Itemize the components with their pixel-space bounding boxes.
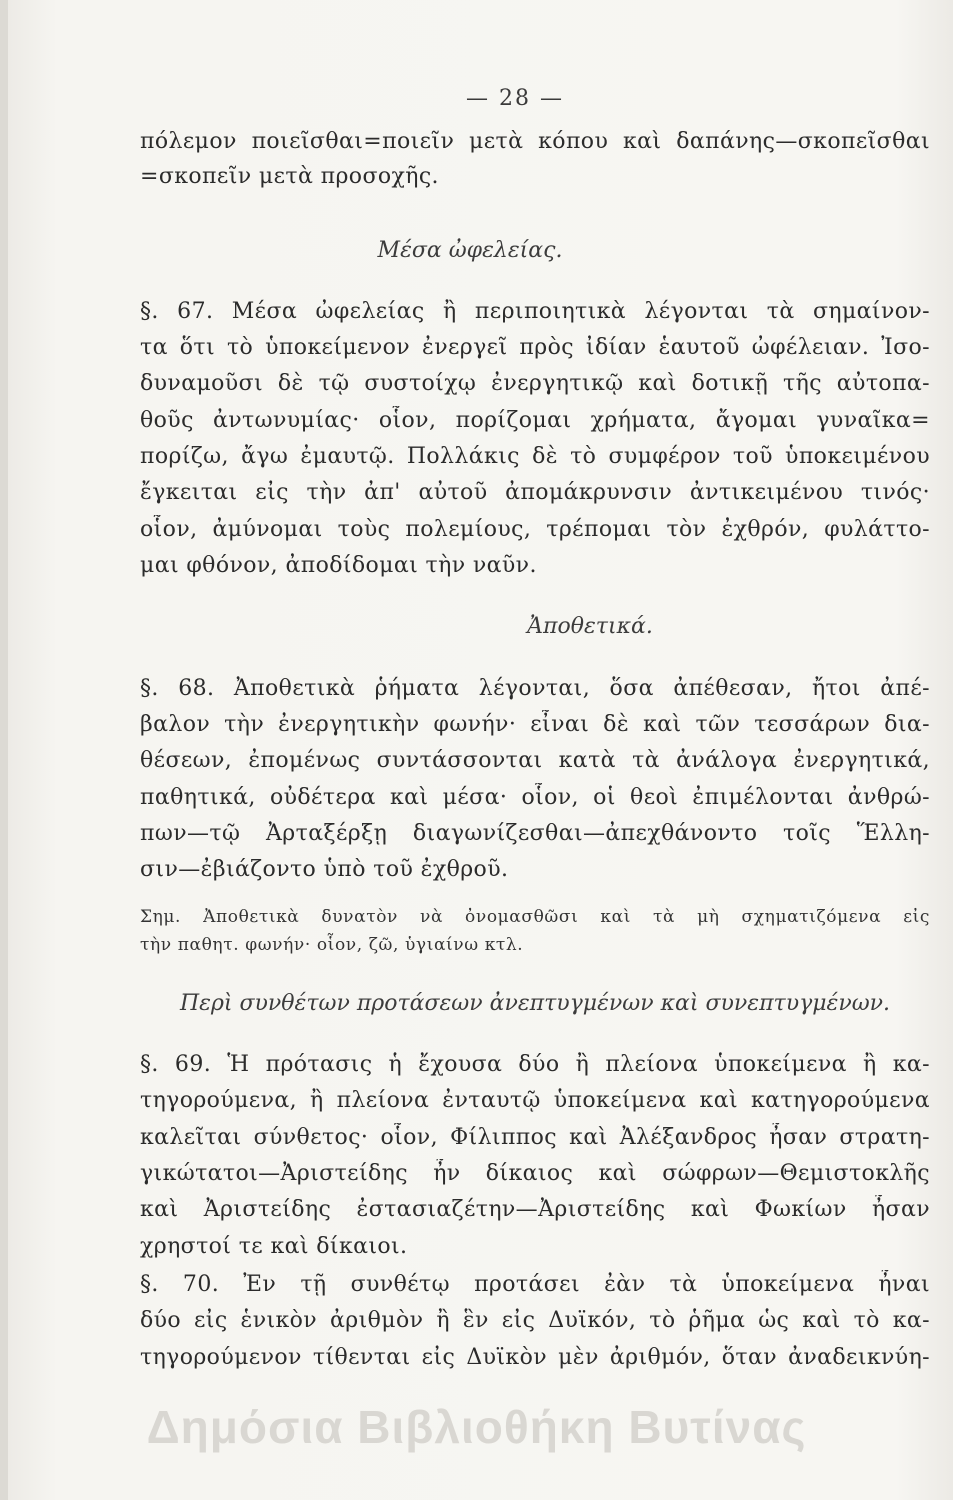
section-heading: Μέσα ὠφελείας. <box>377 238 563 263</box>
paragraph-line: πορίζω, ἄγω ἐμαυτῷ. Πολλάκις δὲ τὸ συμφέρον τοῦ ὑποκειμένου <box>140 444 930 469</box>
paragraph-line: τηγορούμενα, ἢ πλείονα ἐνταυτῷ ὑποκείμενα καὶ κατηγορούμενα <box>140 1088 930 1113</box>
text-line: =σκοπεῖν μετὰ προσοχῆς. <box>140 164 439 189</box>
paragraph-line: καλεῖται σύνθετος· οἷον, Φίλιππος καὶ Ἀλέξανδρος ἦσαν στρατη- <box>140 1125 930 1150</box>
section-heading: Περὶ συνθέτων προτάσεων ἀνεπτυγμένων καὶ συνεπτυγμένων. <box>179 991 890 1016</box>
paragraph-line: §. 67. Μέσα ὠφελείας ἢ περιποιητικὰ λέγονται τὰ σημαίνον- <box>140 299 930 324</box>
note-line: Σημ. Ἀποθετικὰ δυνατὸν νὰ ὀνομασθῶσι καὶ τὰ μὴ σχηματιζόμενα εἰς <box>140 907 930 927</box>
paragraph-line: καὶ Ἀριστείδης ἐστασιαζέτην—Ἀριστείδης καὶ Φωκίων ἦσαν <box>140 1197 930 1222</box>
page-edge-shadow <box>0 0 8 1500</box>
paragraph-line: §. 70. Ἐν τῇ συνθέτῳ προτάσει ἐὰν τὰ ὑποκείμενα ἦναι <box>140 1272 930 1297</box>
paragraph-line: ἔγκειται εἰς τὴν ἀπ' αὐτοῦ ἀπομάκρυνσιν ἀντικειμένου τινός· <box>140 480 930 505</box>
paragraph-line: παθητικά, οὐδέτερα καὶ μέσα· οἷον, οἱ θεοὶ ἐπιμέλονται ἀνθρώ- <box>140 785 930 810</box>
paragraph-line: τα ὅτι τὸ ὑποκείμενον ἐνεργεῖ πρὸς ἰδίαν ἑαυτοῦ ὠφέλειαν. Ἰσο- <box>140 335 930 360</box>
paragraph-line: τηγορούμενον τίθενται εἰς Δυϊκὸν μὲν ἀριθμόν, ὅταν ἀναδεικνύη- <box>140 1345 930 1370</box>
paragraph-line: βαλον τὴν ἐνεργητικὴν φωνήν· εἶναι δὲ καὶ τῶν τεσσάρων δια- <box>140 712 930 737</box>
paragraph-line: θέσεων, ἐπομένως συντάσσονται κατὰ τὰ ἀνάλογα ἐνεργητικά, <box>140 748 930 773</box>
paragraph-line: §. 69. Ἡ πρότασις ἡ ἔχουσα δύο ἢ πλείονα ὑποκείμενα ἢ κα- <box>140 1052 930 1077</box>
note-line: τὴν παθητ. φωνήν· οἷον, ζῶ, ὑγιαίνω κτλ. <box>140 935 524 955</box>
paragraph-line: μαι φθόνον, ἀποδίδομαι τὴν ναῦν. <box>140 553 537 578</box>
paragraph-line: σιν—ἐβιάζοντο ὑπὸ τοῦ ἐχθροῦ. <box>140 857 509 882</box>
section-heading: Ἀποθετικά. <box>527 614 653 639</box>
page-number: — 28 — <box>466 86 564 111</box>
paragraph-line: §. 68. Ἀποθετικὰ ῥήματα λέγονται, ὅσα ἀπέθεσαν, ἤτοι ἀπέ- <box>140 676 930 701</box>
paragraph-line: δυναμοῦσι δὲ τῷ συστοίχῳ ἐνεργητικῷ καὶ δοτικῇ τῆς αὐτοπα- <box>140 371 930 396</box>
paragraph-line: χρηστοί τε καὶ δίκαιοι. <box>140 1234 408 1259</box>
paragraph-line: δύο εἰς ἑνικὸν ἀριθμὸν ἢ ἓν εἰς Δυϊκόν, τὸ ῥῆμα ὡς καὶ τὸ κα- <box>140 1308 930 1333</box>
paragraph-line: γικώτατοι—Ἀριστείδης ἦν δίκαιος καὶ σώφρων—Θεμιστοκλῆς <box>140 1161 930 1186</box>
paragraph-line: οἷον, ἀμύνομαι τοὺς πολεμίους, τρέπομαι τὸν ἐχθρόν, φυλάττο- <box>140 517 930 542</box>
paragraph-line: πων—τῷ Ἀρταξέρξῃ διαγωνίζεσθαι—ἀπεχθάνοντο τοῖς Ἕλλη- <box>140 821 930 846</box>
paragraph-line: θοῦς ἀντωνυμίας· οἷον, πορίζομαι χρήματα, ἄγομαι γυναῖκα= <box>140 408 930 433</box>
text-line: πόλεμον ποιεῖσθαι=ποιεῖν μετὰ κόπου καὶ δαπάνης—σκοπεῖσθαι <box>140 129 930 154</box>
library-watermark: Δημόσια Βιβλιοθήκη Βυτίνας <box>146 1401 807 1453</box>
